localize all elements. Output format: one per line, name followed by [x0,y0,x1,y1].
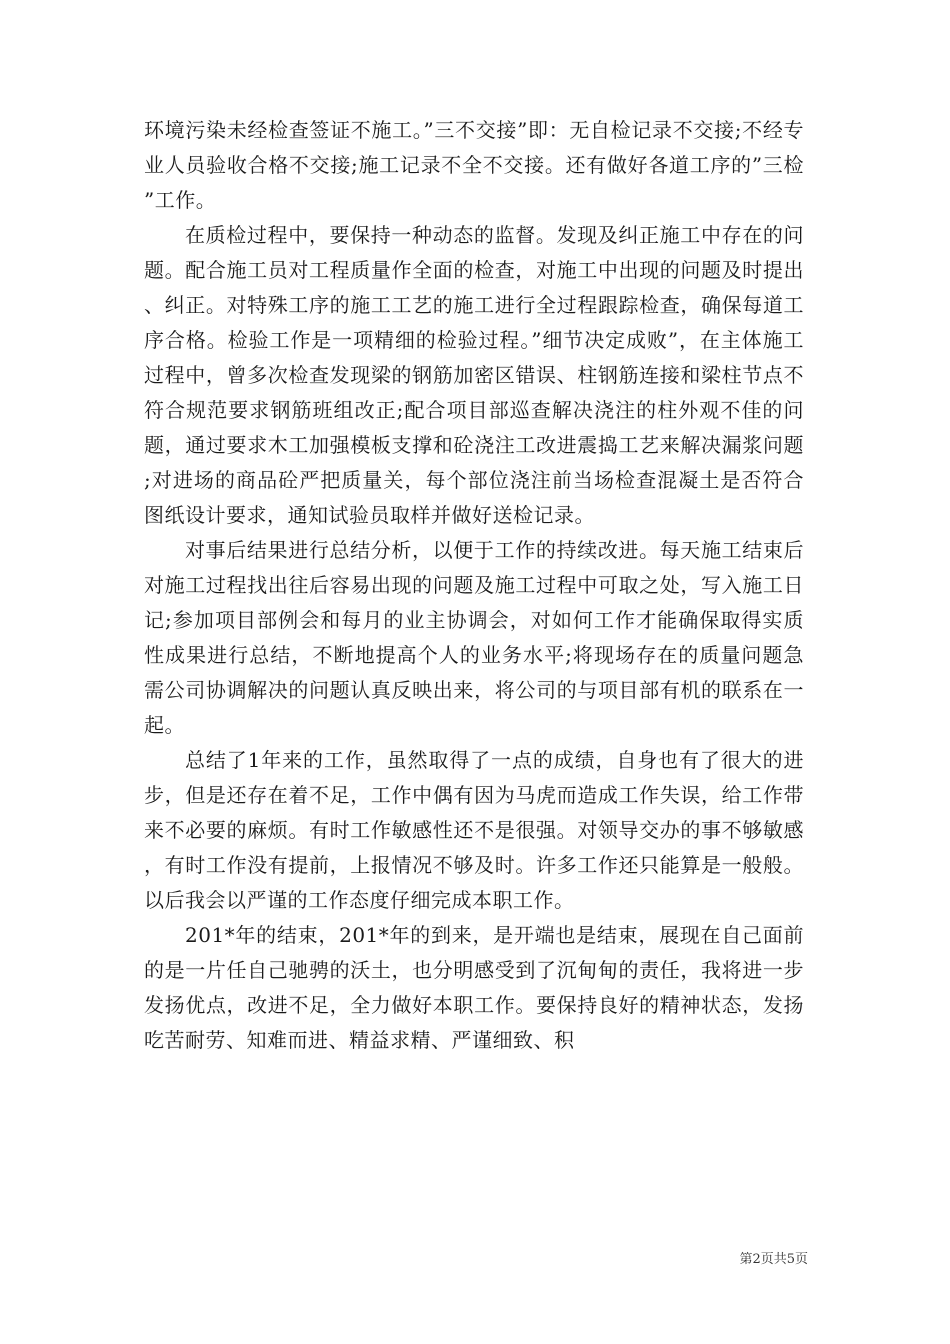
paragraph-continuation: 环境污染未经检查签证不施工。”三不交接”即：无自检记录不交接;不经专业人员验收合格不交接;施工记录不全不交接。还有做好各道工序的”三检”工作。 [144,118,804,212]
page-number-footer: 第2页共5页 [739,1252,808,1267]
paragraph-quality-inspection: 在质检过程中，要保持一种动态的监督。发现及纠正施工中存在的问题。配合施工员对工程质量作全面的检查，对施工中出现的问题及时提出、纠正。对特殊工序的施工工艺的施工进行全过程跟踪检查，确保每道工序合格。检验工作是一项精细的检验过程。”细节决定成败”，在主体施工过程中，曾多次检查发现梁的钢筋加密区错误、柱钢筋连接和梁柱节点不符合规范要求钢筋班组改正;配合项目部巡查解决浇注的柱外观不佳的问题，通过要求木工加强模板支撑和砼浇注工改进震捣工艺来解决漏浆问题;对进场的商品砼严把质量关，每个部位浇注前当场检查混凝土是否符合图纸设计要求，通知试验员取样并做好送检记录。 [144,223,804,527]
paragraph-outlook: 201*年的结束，201*年的到来，是开端也是结束，展现在自己面前的是一片任自己驰骋的沃土，也分明感受到了沉甸甸的责任，我将进一步发扬优点，改进不足，全力做好本职工作。要保持良好的精神状态，发扬吃苦耐劳、知难而进、精益求精、严谨细致、积 [144,923,804,1052]
paragraph-post-analysis: 对事后结果进行总结分析，以便于工作的持续改进。每天施工结束后对施工过程找出往后容易出现的问题及施工过程中可取之处，写入施工日记;参加项目部例会和每月的业主协调会，对如何工作才能确保取得实质性成果进行总结，不断地提高个人的业务水平;将现场存在的质量问题急需公司协调解决的问题认真反映出来，将公司的与项目部有机的联系在一起。 [144,538,804,737]
paragraph-annual-summary: 总结了1年来的工作，虽然取得了一点的成绩，自身也有了很大的进步，但是还存在着不足，工作中偶有因为马虎而造成工作失误，给工作带来不必要的麻烦。有时工作敏感性还不是很强。对领导交办的事不够敏感，有时工作没有提前，上报情况不够及时。许多工作还只能算是一般般。以后我会以严谨的工作态度仔细完成本职工作。 [144,748,804,912]
document-body [144,113,804,1058]
